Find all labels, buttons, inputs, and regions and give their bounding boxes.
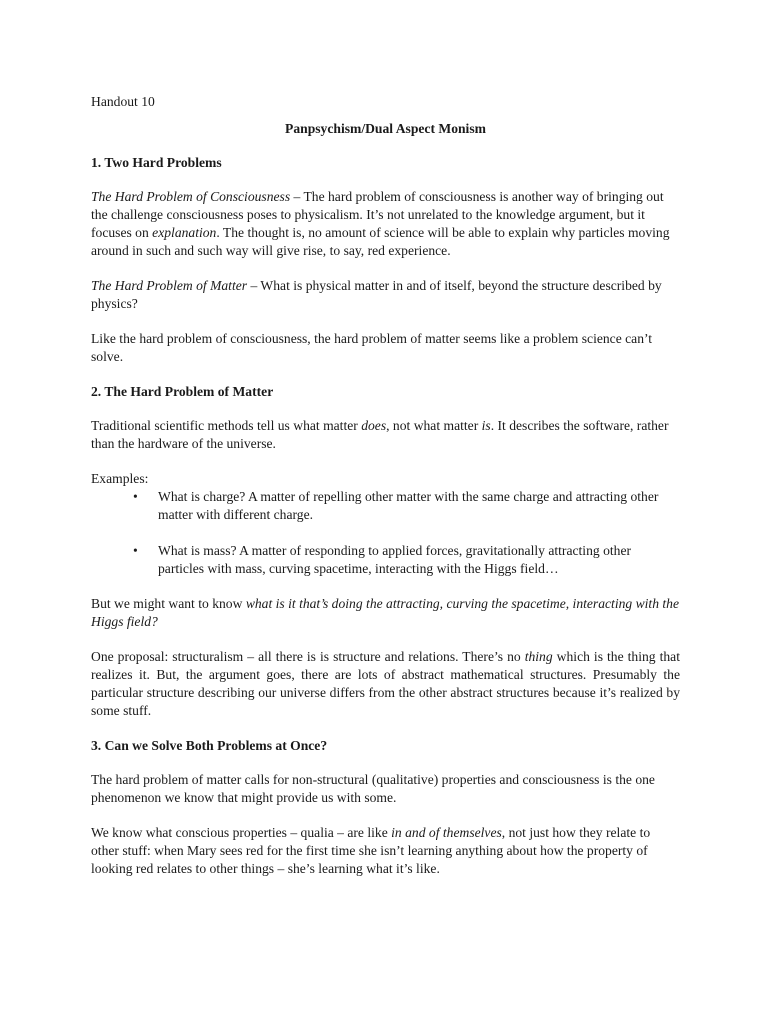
text-span: – The hard problem of consciousness is another way of bringing out the challenge consciousness poses to physicalism. It’s not unrelated to the knowledge argument, but it focuses on <box>91 189 664 240</box>
bullet-icon: • <box>133 543 138 558</box>
text-span: which is the thing that realizes it. But, the argument goes, there are lots of abstract mathematical structures. Presumably the particular structure describing our universe differs from the other abstract structures because it’s realized by some stuff. <box>91 649 680 718</box>
paragraph-non-structural-properties: The hard problem of matter calls for non-structural (qualitative) properties and consciousness is the one phenomenon we know that might provide us with some. <box>91 772 655 805</box>
paragraph-science-cant-solve: Like the hard problem of consciousness, the hard problem of matter seems like a problem science can’t solve. <box>91 331 653 364</box>
text-span: We know what conscious properties – qualia – are like <box>91 825 392 840</box>
document-title: Panpsychism/Dual Aspect Monism <box>285 121 486 136</box>
paragraph-what-is-doing-attracting <box>91 595 680 631</box>
paragraph-hard-problem-consciousness <box>91 188 680 260</box>
text-span: , not what matter <box>386 418 482 433</box>
section-heading-hard-problem-of-matter: 2. The Hard Problem of Matter <box>91 384 274 399</box>
handout-page <box>91 93 680 895</box>
text-span: One proposal: structuralism – all there is is structure and relations. There’s no <box>91 649 525 664</box>
list-item <box>91 542 680 578</box>
text-span: But we might want to know <box>91 596 246 611</box>
examples-label: Examples: <box>91 471 149 486</box>
paragraph-structuralism <box>91 648 680 720</box>
emphasis-is: is <box>481 418 491 433</box>
text-span: Traditional scientific methods tell us what matter <box>91 418 362 433</box>
term-hard-problem-matter: The Hard Problem of Matter <box>91 278 248 293</box>
text-span: , not just how they relate to other stuff: when Mary sees red for the first time she isn’t learning anything about how the property of looking red relates to other things – she’s learning what it’s like. <box>91 825 651 876</box>
list-item <box>91 488 680 524</box>
term-hard-problem-consciousness: The Hard Problem of Consciousness <box>91 189 291 204</box>
section-heading-two-hard-problems: 1. Two Hard Problems <box>91 155 222 170</box>
emphasis-question: what is it that’s doing the attracting, curving the spacetime, interacting with the Higgs field? <box>91 596 680 629</box>
paragraph-traditional-methods <box>91 417 680 453</box>
bullet-icon: • <box>133 489 138 504</box>
text-span: . The thought is, no amount of science will be able to explain why particles moving around in such and such way will give rise, to say, red experience. <box>91 225 670 258</box>
text-span: – What is physical matter in and of itself, beyond the structure described by physics? <box>91 278 662 311</box>
emphasis-in-and-of-themselves: in and of themselves <box>391 825 502 840</box>
paragraph-qualia <box>91 824 680 878</box>
paragraph-hard-problem-matter <box>91 277 680 313</box>
emphasis-explanation: explanation <box>152 225 217 240</box>
examples-list <box>91 488 680 578</box>
text-span: . It describes the software, rather than the hardware of the universe. <box>91 418 669 451</box>
list-item-text: What is charge? A matter of repelling other matter with the same charge and attracting other matter with different charge. <box>158 489 659 522</box>
list-item-text: What is mass? A matter of responding to applied forces, gravitationally attracting other particles with mass, curving spacetime, interacting with the Higgs field… <box>158 543 631 576</box>
handout-number: Handout 10 <box>91 94 155 109</box>
emphasis-does: does <box>361 418 387 433</box>
emphasis-thing: thing <box>524 649 553 664</box>
section-heading-solve-both-problems: 3. Can we Solve Both Problems at Once? <box>91 738 328 753</box>
